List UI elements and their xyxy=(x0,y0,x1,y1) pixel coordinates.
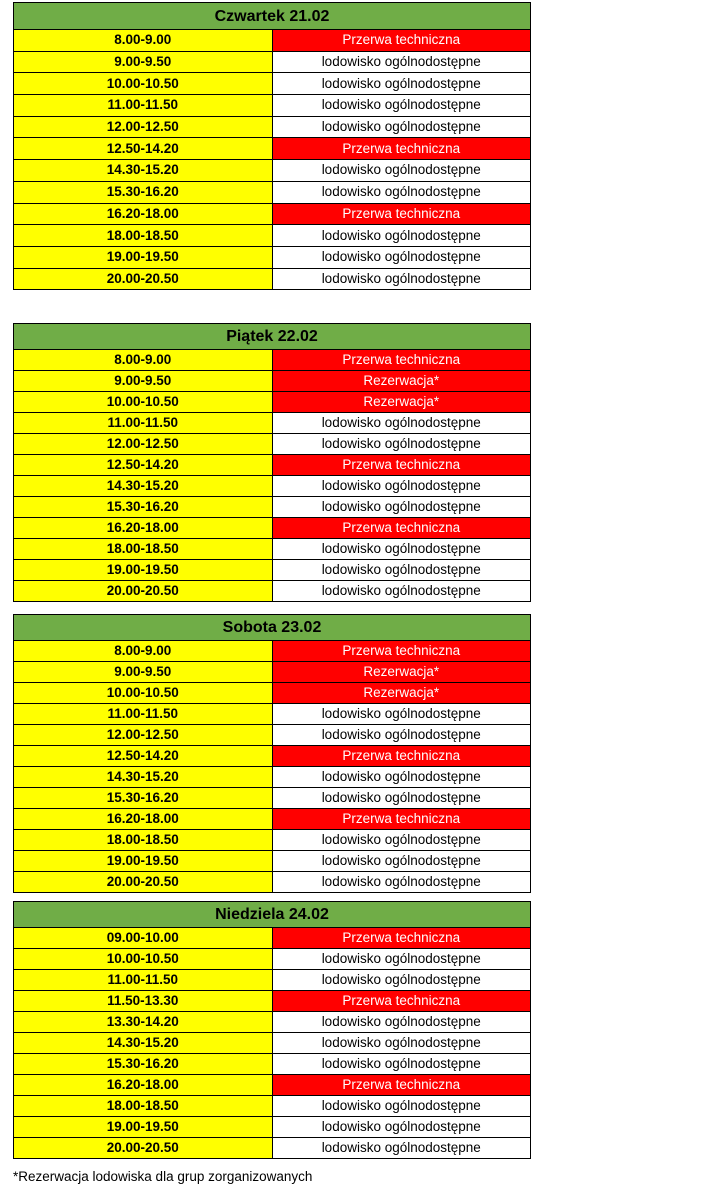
time-slot-cell: 16.20-18.00 xyxy=(14,518,273,539)
day-rows xyxy=(14,30,531,290)
activity-cell: lodowisko ogólnodostępne xyxy=(272,1138,531,1159)
time-slot-cell: 12.00-12.50 xyxy=(14,725,273,746)
activity-cell: lodowisko ogólnodostępne xyxy=(272,725,531,746)
activity-cell: Rezerwacja* xyxy=(272,371,531,392)
time-slot-cell: 8.00-9.00 xyxy=(14,641,273,662)
schedule-row xyxy=(14,949,531,970)
schedule-row xyxy=(14,116,531,138)
activity-cell: Rezerwacja* xyxy=(272,683,531,704)
schedule-row xyxy=(14,746,531,767)
activity-cell: lodowisko ogólnodostępne xyxy=(272,246,531,268)
time-slot-cell: 10.00-10.50 xyxy=(14,949,273,970)
schedule-row xyxy=(14,788,531,809)
day-rows xyxy=(14,641,531,893)
time-slot-cell: 9.00-9.50 xyxy=(14,662,273,683)
day-header: Piątek 22.02 xyxy=(14,324,531,350)
activity-cell: lodowisko ogólnodostępne xyxy=(272,581,531,602)
activity-cell: lodowisko ogólnodostępne xyxy=(272,413,531,434)
time-slot-cell: 18.00-18.50 xyxy=(14,225,273,247)
activity-cell: lodowisko ogólnodostępne xyxy=(272,970,531,991)
schedule-row xyxy=(14,434,531,455)
activity-cell: lodowisko ogólnodostępne xyxy=(272,560,531,581)
time-slot-cell: 18.00-18.50 xyxy=(14,1096,273,1117)
activity-cell: Przerwa techniczna xyxy=(272,30,531,52)
schedule-row xyxy=(14,1075,531,1096)
schedule-row xyxy=(14,991,531,1012)
day-rows xyxy=(14,928,531,1159)
activity-cell: lodowisko ogólnodostępne xyxy=(272,704,531,725)
time-slot-cell: 16.20-18.00 xyxy=(14,809,273,830)
time-slot-cell: 8.00-9.00 xyxy=(14,30,273,52)
activity-cell: lodowisko ogólnodostępne xyxy=(272,95,531,117)
time-slot-cell: 16.20-18.00 xyxy=(14,1075,273,1096)
schedule-row xyxy=(14,246,531,268)
activity-cell: Przerwa techniczna xyxy=(272,203,531,225)
schedule-row xyxy=(14,539,531,560)
schedule-row xyxy=(14,851,531,872)
time-slot-cell: 11.50-13.30 xyxy=(14,991,273,1012)
activity-cell: lodowisko ogólnodostępne xyxy=(272,225,531,247)
day-rows xyxy=(14,350,531,602)
schedule-row xyxy=(14,225,531,247)
schedule-row xyxy=(14,725,531,746)
time-slot-cell: 20.00-20.50 xyxy=(14,268,273,290)
time-slot-cell: 14.30-15.20 xyxy=(14,1033,273,1054)
time-slot-cell: 12.50-14.20 xyxy=(14,455,273,476)
activity-cell: lodowisko ogólnodostępne xyxy=(272,434,531,455)
schedule-row xyxy=(14,830,531,851)
schedule-row xyxy=(14,268,531,290)
day-header: Niedziela 24.02 xyxy=(14,902,531,928)
schedule-row xyxy=(14,95,531,117)
time-slot-cell: 15.30-16.20 xyxy=(14,497,273,518)
time-slot-cell: 19.00-19.50 xyxy=(14,1117,273,1138)
schedule-row xyxy=(14,928,531,949)
activity-cell: Przerwa techniczna xyxy=(272,991,531,1012)
time-slot-cell: 12.50-14.20 xyxy=(14,746,273,767)
time-slot-cell: 9.00-9.50 xyxy=(14,371,273,392)
time-slot-cell: 19.00-19.50 xyxy=(14,851,273,872)
schedule-row xyxy=(14,560,531,581)
time-slot-cell: 20.00-20.50 xyxy=(14,1138,273,1159)
activity-cell: Przerwa techniczna xyxy=(272,809,531,830)
activity-cell: lodowisko ogólnodostępne xyxy=(272,476,531,497)
day-schedule-table xyxy=(13,614,531,893)
day-schedule-table xyxy=(13,323,531,602)
schedule-row xyxy=(14,809,531,830)
schedule-row xyxy=(14,872,531,893)
time-slot-cell: 15.30-16.20 xyxy=(14,181,273,203)
activity-cell: lodowisko ogólnodostępne xyxy=(272,830,531,851)
activity-cell: lodowisko ogólnodostępne xyxy=(272,851,531,872)
activity-cell: lodowisko ogólnodostępne xyxy=(272,767,531,788)
schedule-row xyxy=(14,518,531,539)
schedule-row xyxy=(14,1138,531,1159)
schedule-row xyxy=(14,30,531,52)
activity-cell: Przerwa techniczna xyxy=(272,1075,531,1096)
time-slot-cell: 20.00-20.50 xyxy=(14,581,273,602)
activity-cell: lodowisko ogólnodostępne xyxy=(272,116,531,138)
day-schedule-table xyxy=(13,2,531,290)
schedule-row xyxy=(14,641,531,662)
activity-cell: Przerwa techniczna xyxy=(272,641,531,662)
activity-cell: lodowisko ogólnodostępne xyxy=(272,1033,531,1054)
schedule-row xyxy=(14,138,531,160)
time-slot-cell: 16.20-18.00 xyxy=(14,203,273,225)
time-slot-cell: 18.00-18.50 xyxy=(14,830,273,851)
schedule-row xyxy=(14,704,531,725)
schedule-row xyxy=(14,73,531,95)
activity-cell: lodowisko ogólnodostępne xyxy=(272,160,531,182)
time-slot-cell: 18.00-18.50 xyxy=(14,539,273,560)
time-slot-cell: 14.30-15.20 xyxy=(14,767,273,788)
schedule-row xyxy=(14,683,531,704)
schedule-row xyxy=(14,1012,531,1033)
time-slot-cell: 10.00-10.50 xyxy=(14,683,273,704)
time-slot-cell: 10.00-10.50 xyxy=(14,73,273,95)
activity-cell: lodowisko ogólnodostępne xyxy=(272,1054,531,1075)
schedule-row xyxy=(14,1096,531,1117)
activity-cell: lodowisko ogólnodostępne xyxy=(272,1117,531,1138)
schedule-row xyxy=(14,767,531,788)
schedule-row xyxy=(14,455,531,476)
time-slot-cell: 15.30-16.20 xyxy=(14,788,273,809)
time-slot-cell: 11.00-11.50 xyxy=(14,704,273,725)
time-slot-cell: 19.00-19.50 xyxy=(14,246,273,268)
schedule-row xyxy=(14,476,531,497)
day-header: Sobota 23.02 xyxy=(14,615,531,641)
activity-cell: Rezerwacja* xyxy=(272,392,531,413)
time-slot-cell: 11.00-11.50 xyxy=(14,95,273,117)
schedule-row xyxy=(14,371,531,392)
activity-cell: Przerwa techniczna xyxy=(272,138,531,160)
activity-cell: lodowisko ogólnodostępne xyxy=(272,949,531,970)
activity-cell: Przerwa techniczna xyxy=(272,928,531,949)
time-slot-cell: 9.00-9.50 xyxy=(14,51,273,73)
schedule-row xyxy=(14,1054,531,1075)
time-slot-cell: 14.30-15.20 xyxy=(14,476,273,497)
activity-cell: lodowisko ogólnodostępne xyxy=(272,497,531,518)
activity-cell: Przerwa techniczna xyxy=(272,350,531,371)
schedule-row xyxy=(14,203,531,225)
schedule-row xyxy=(14,497,531,518)
schedule-row xyxy=(14,392,531,413)
schedule-row xyxy=(14,413,531,434)
time-slot-cell: 14.30-15.20 xyxy=(14,160,273,182)
time-slot-cell: 12.00-12.50 xyxy=(14,116,273,138)
schedule-row xyxy=(14,581,531,602)
day-schedule-table xyxy=(13,901,531,1159)
activity-cell: lodowisko ogólnodostępne xyxy=(272,73,531,95)
time-slot-cell: 12.00-12.50 xyxy=(14,434,273,455)
time-slot-cell: 15.30-16.20 xyxy=(14,1054,273,1075)
time-slot-cell: 11.00-11.50 xyxy=(14,970,273,991)
schedule-row xyxy=(14,160,531,182)
schedule-row xyxy=(14,51,531,73)
schedule-row xyxy=(14,181,531,203)
schedule-row xyxy=(14,1117,531,1138)
time-slot-cell: 19.00-19.50 xyxy=(14,560,273,581)
activity-cell: Rezerwacja* xyxy=(272,662,531,683)
schedule-row xyxy=(14,662,531,683)
schedule-row xyxy=(14,970,531,991)
activity-cell: Przerwa techniczna xyxy=(272,746,531,767)
activity-cell: lodowisko ogólnodostępne xyxy=(272,872,531,893)
activity-cell: lodowisko ogólnodostępne xyxy=(272,268,531,290)
time-slot-cell: 10.00-10.50 xyxy=(14,392,273,413)
activity-cell: lodowisko ogólnodostępne xyxy=(272,1096,531,1117)
activity-cell: lodowisko ogólnodostępne xyxy=(272,788,531,809)
activity-cell: Przerwa techniczna xyxy=(272,518,531,539)
time-slot-cell: 12.50-14.20 xyxy=(14,138,273,160)
time-slot-cell: 8.00-9.00 xyxy=(14,350,273,371)
activity-cell: lodowisko ogólnodostępne xyxy=(272,1012,531,1033)
time-slot-cell: 13.30-14.20 xyxy=(14,1012,273,1033)
day-header: Czwartek 21.02 xyxy=(14,3,531,30)
schedule-row xyxy=(14,1033,531,1054)
time-slot-cell: 11.00-11.50 xyxy=(14,413,273,434)
activity-cell: Przerwa techniczna xyxy=(272,455,531,476)
activity-cell: lodowisko ogólnodostępne xyxy=(272,181,531,203)
schedule-row xyxy=(14,350,531,371)
footnote: *Rezerwacja lodowiska dla grup zorganizowanych xyxy=(13,1169,313,1184)
activity-cell: lodowisko ogólnodostępne xyxy=(272,539,531,560)
activity-cell: lodowisko ogólnodostępne xyxy=(272,51,531,73)
time-slot-cell: 09.00-10.00 xyxy=(14,928,273,949)
time-slot-cell: 20.00-20.50 xyxy=(14,872,273,893)
